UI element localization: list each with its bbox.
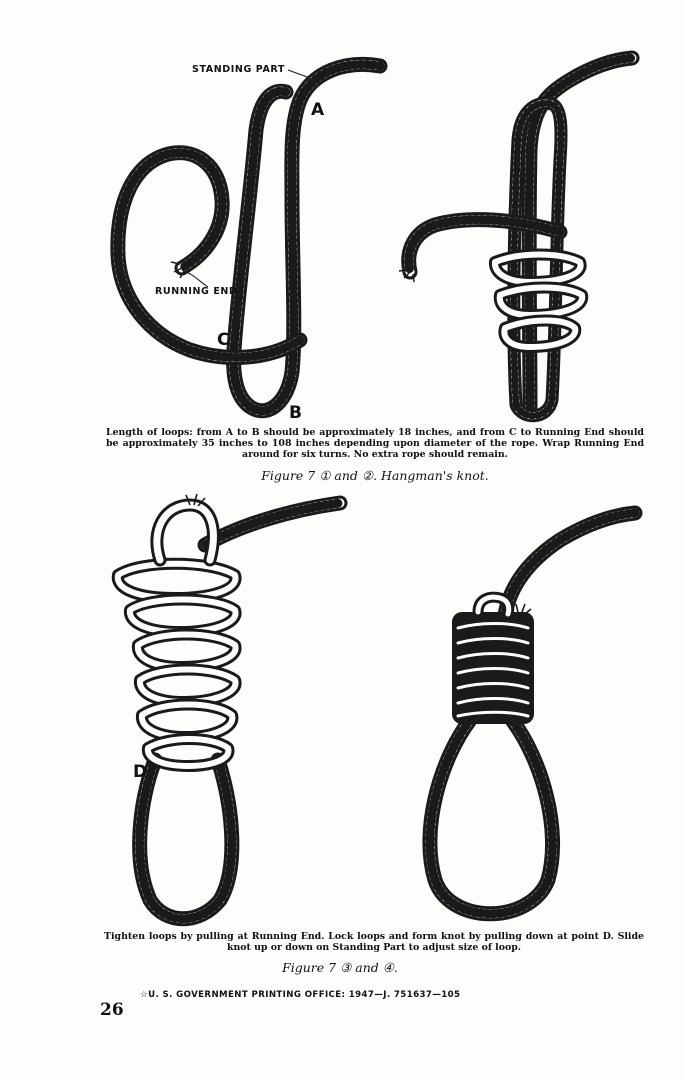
standing-part-label: STANDING PART	[192, 64, 285, 75]
point-d-label: D	[133, 762, 148, 782]
point-c-label: C	[217, 330, 230, 350]
figure-bottom-caption: Tighten loops by pulling at Running End. Lock loops and form knot by pulling down at point D. Slide knot up or down on Standing Part to adjust size of loop.	[104, 931, 644, 953]
point-a-label: A	[311, 100, 325, 120]
knot-tightened-illustration	[430, 513, 635, 914]
page-number: 26	[100, 1000, 124, 1020]
rope-wrapped-illustration	[399, 58, 632, 416]
figure-top-caption: Length of loops: from A to B should be approximately 18 inches, and from C to Running End should be approximately 35 inches to 108 inches depending upon diameter of the rope. Wrap Running End around for six turns. No extra rope should remain.	[106, 427, 644, 460]
figure-top-title: Figure 7 ① and ②. Hangman's knot.	[261, 468, 489, 483]
point-b-label: B	[289, 403, 302, 423]
rope-loops-illustration	[118, 64, 380, 410]
running-end-label: RUNNING END	[155, 286, 238, 297]
figure-bottom-title: Figure 7 ③ and ④.	[282, 960, 398, 975]
printing-office-footer: ☆U. S. GOVERNMENT PRINTING OFFICE: 1947—J. 751637—105	[140, 990, 461, 1000]
knot-loosely-wrapped-illustration	[118, 494, 340, 919]
